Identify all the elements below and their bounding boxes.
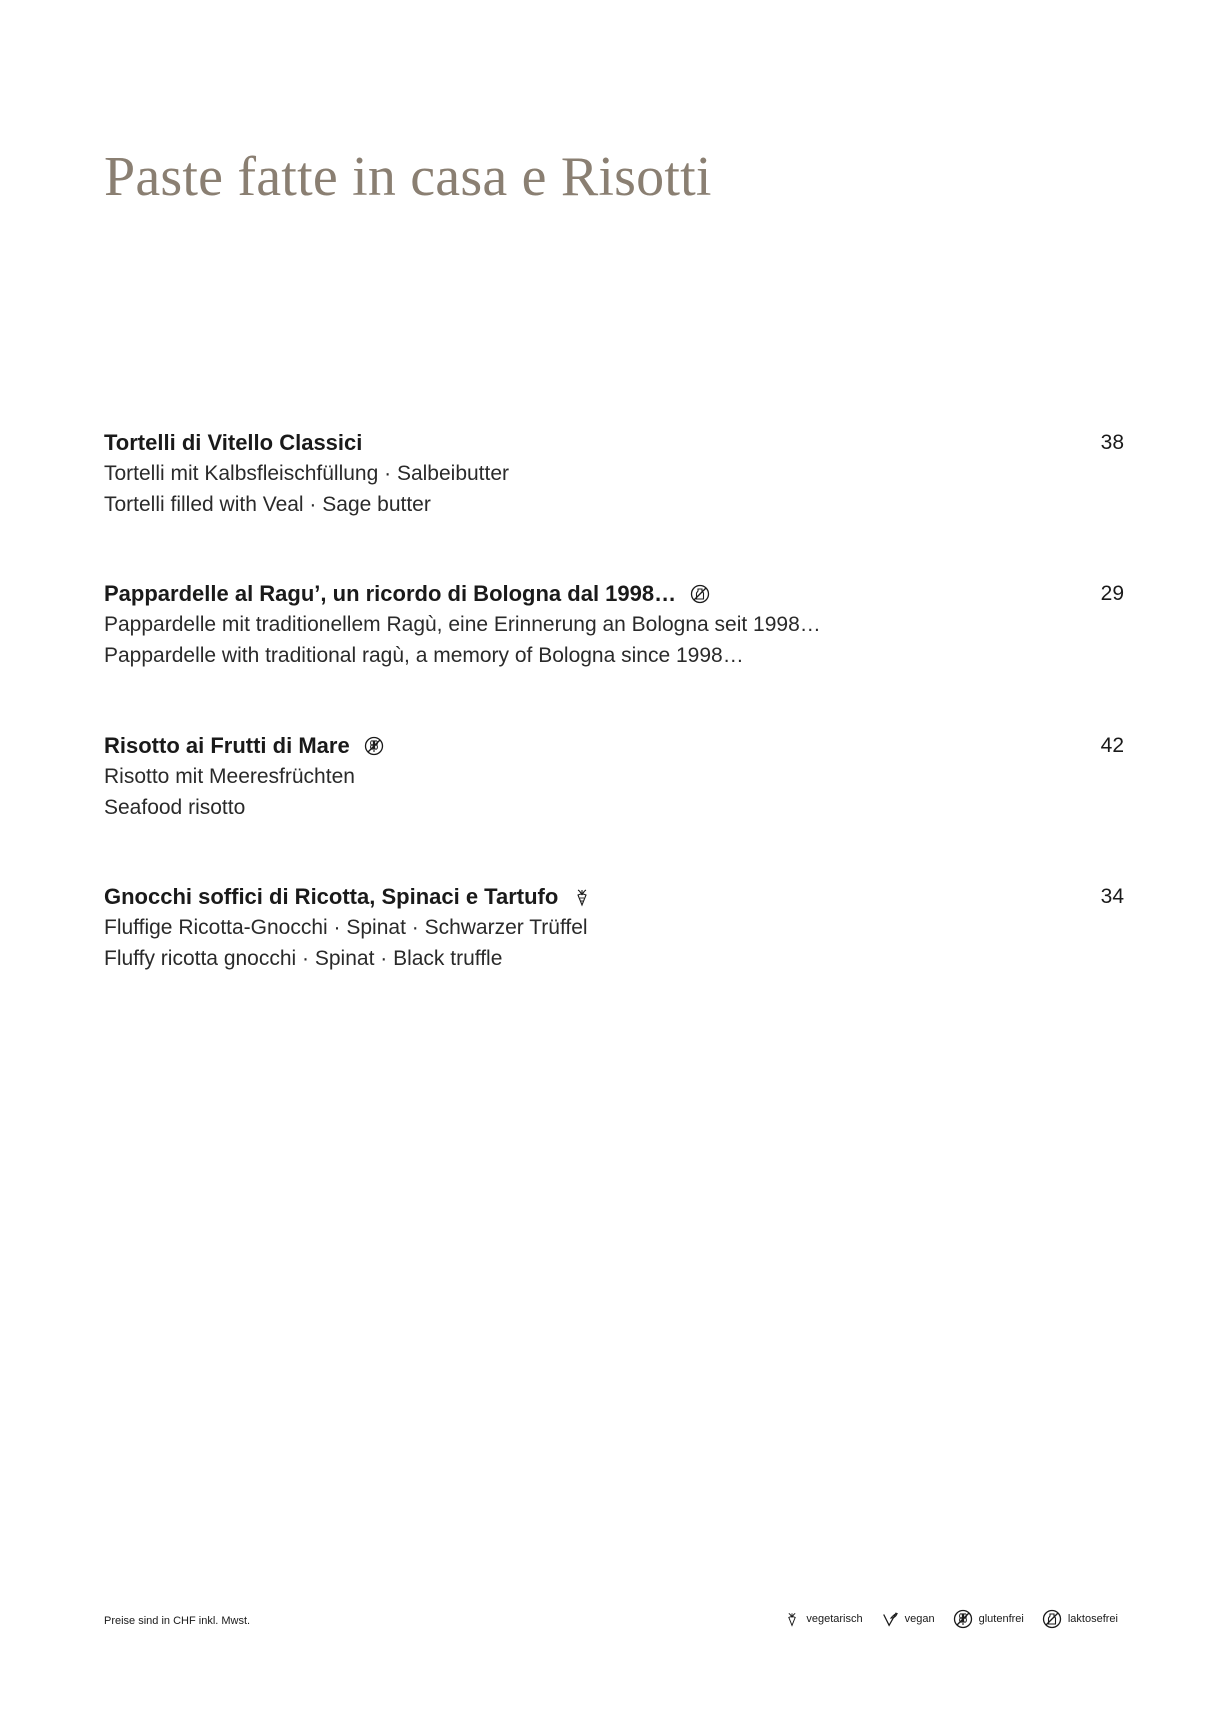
item-description-en: Seafood risotto	[104, 796, 246, 819]
legend-lactose-free	[1042, 1609, 1118, 1629]
item-price: 38	[1100, 431, 1124, 454]
menu-item-risotto	[104, 731, 1124, 823]
item-name: Gnocchi soffici di Ricotta, Spinaci e Tartufo	[104, 882, 1124, 912]
item-description-en: Tortelli filled with Veal · Sage butter	[104, 493, 431, 516]
legend-vegetarian	[784, 1609, 862, 1629]
item-description-de: Fluffige Ricotta-Gnocchi · Spinat · Schwarzer Trüffel	[104, 916, 588, 939]
lactose-free-icon	[1042, 1609, 1062, 1629]
gluten-free-icon	[364, 736, 384, 756]
legend-label: glutenfrei	[978, 1613, 1024, 1625]
menu-item-tortelli	[104, 428, 1124, 520]
vegan-icon	[881, 1609, 899, 1629]
legend-gluten-free	[953, 1609, 1024, 1629]
item-name: Pappardelle al Ragu’, un ricordo di Bologna dal 1998…	[104, 579, 1124, 609]
item-description-en: Pappardelle with traditional ragù, a memory of Bologna since 1998…	[104, 644, 744, 667]
legend-label: vegan	[904, 1613, 935, 1625]
gluten-free-icon	[953, 1609, 973, 1629]
item-description-de: Pappardelle mit traditionellem Ragù, eine Erinnerung an Bologna seit 1998…	[104, 613, 821, 636]
item-description-de: Tortelli mit Kalbsfleischfüllung · Salbeibutter	[104, 462, 510, 485]
lactose-free-icon	[690, 584, 710, 604]
item-price: 34	[1100, 885, 1124, 908]
legend-vegan	[881, 1609, 935, 1629]
vegetarian-icon	[572, 887, 592, 907]
menu-item-gnocchi	[104, 882, 1124, 974]
vegetarian-icon	[784, 1609, 800, 1629]
diet-legend	[766, 1609, 1118, 1629]
legend-label: vegetarisch	[806, 1613, 863, 1625]
legend-label: laktosefrei	[1067, 1613, 1118, 1625]
page-title: Paste fatte in casa e Risotti	[104, 146, 712, 208]
item-price: 29	[1100, 582, 1124, 605]
item-name: Risotto ai Frutti di Mare	[104, 731, 1124, 761]
item-name: Tortelli di Vitello Classici	[104, 430, 363, 455]
item-price: 42	[1100, 734, 1124, 757]
menu-item-pappardelle	[104, 579, 1124, 671]
item-description-en: Fluffy ricotta gnocchi · Spinat · Black truffle	[104, 947, 503, 970]
item-description-de: Risotto mit Meeresfrüchten	[104, 765, 355, 788]
price-note: Preise sind in CHF inkl. Mwst.	[104, 1615, 251, 1627]
